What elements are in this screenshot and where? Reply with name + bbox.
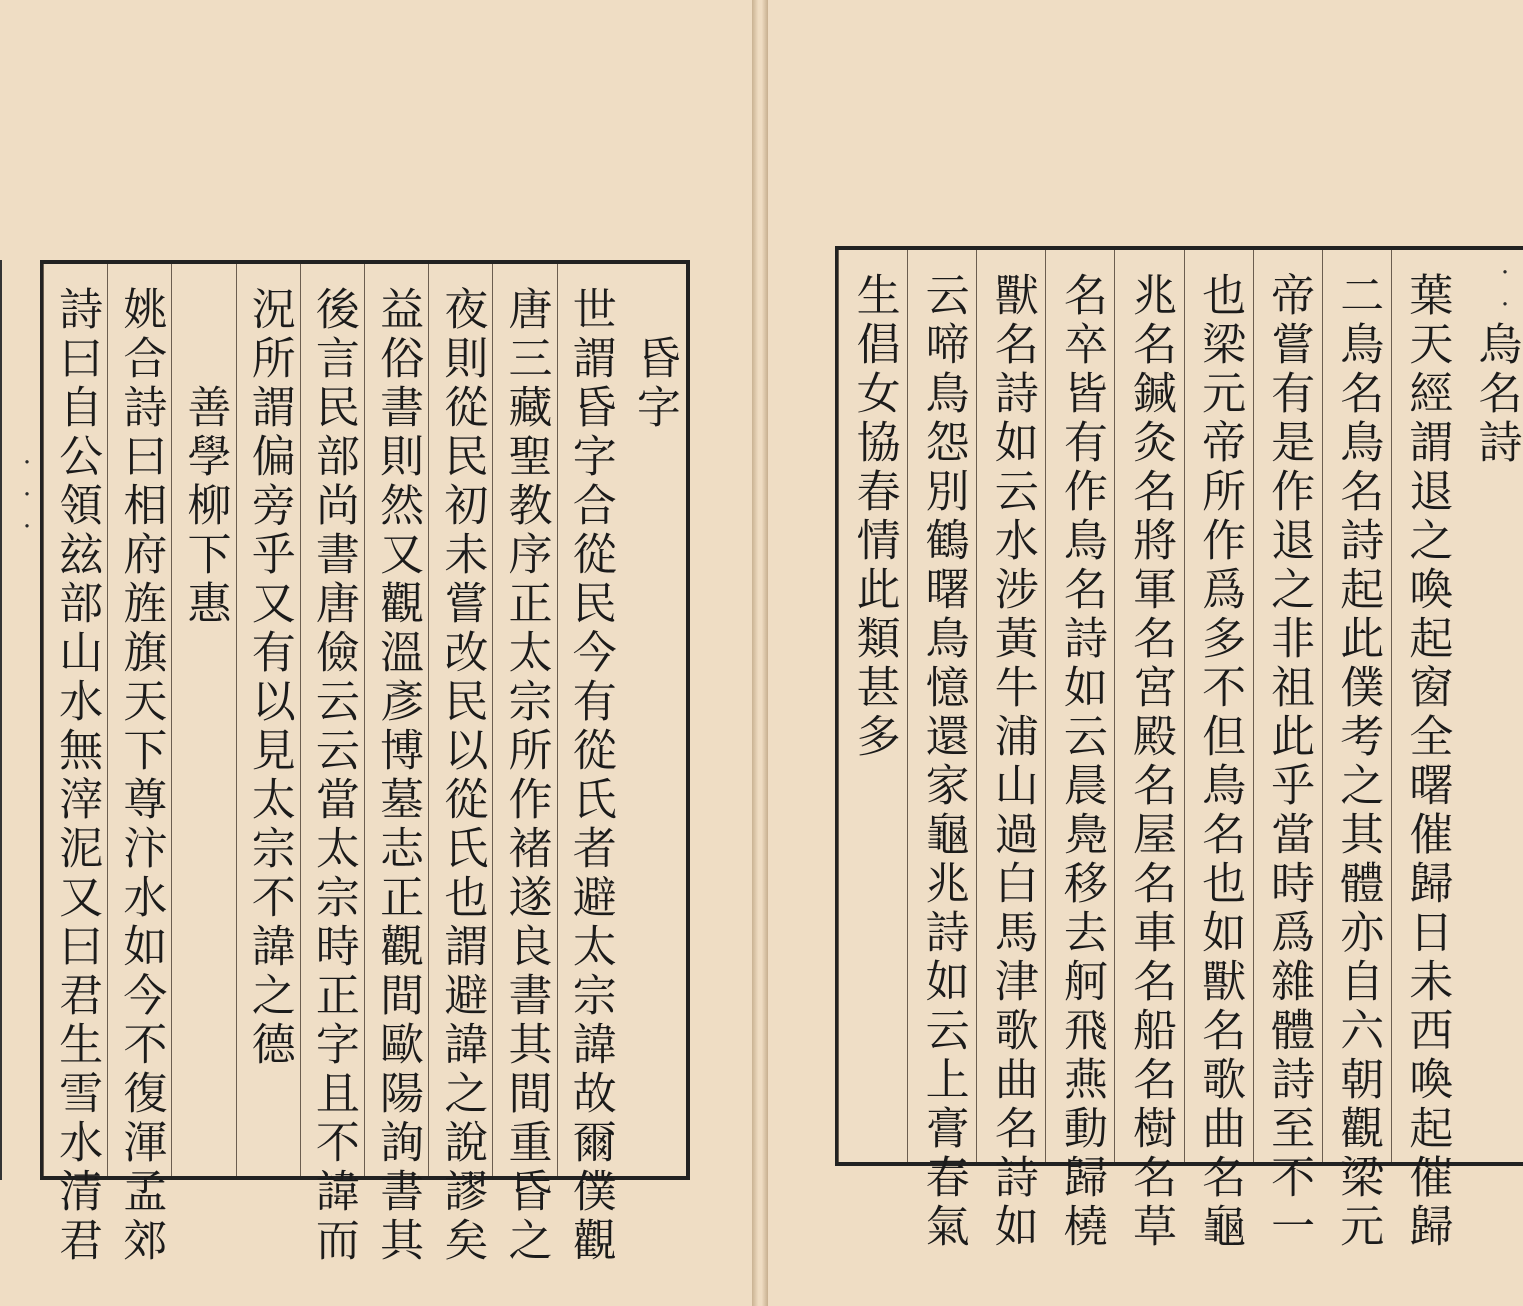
- text-column: [300, 264, 365, 1266]
- column-text: 詩曰自公領玆部山水無滓泥又曰君生雪水清君: [51, 286, 103, 1266]
- text-column: [171, 264, 236, 1176]
- text-column: [236, 264, 301, 1176]
- column-text: 帝嘗有是作退之非祖此乎當時爲雜體詩至不一: [1263, 272, 1315, 1252]
- column-text: 後言民部尚書唐儉云云當太宗時正字且不諱而: [307, 286, 359, 1266]
- text-column: [1391, 250, 1461, 1252]
- text-column: [364, 264, 429, 1266]
- column-text: 益俗書則然又觀溫彥博墓志正觀間歐陽詢書其: [372, 286, 424, 1266]
- text-column: [43, 264, 108, 1266]
- column-text: 名卒皆有作鳥名詩如云晨鳧移去舸飛燕動歸橈: [1055, 272, 1107, 1252]
- text-column: [1114, 250, 1184, 1252]
- text-column: [907, 250, 977, 1252]
- column-text: 獸名詩如云水涉黃牛浦山過白馬津歌曲名詩如: [986, 272, 1038, 1252]
- column-text: 烏名詩: [1470, 321, 1522, 468]
- column-text: 世謂昏字合從民今有從氏者避太宗諱故爾僕觀: [564, 286, 616, 1266]
- column-text: 善學柳下惠: [179, 384, 231, 629]
- column-text: 二鳥名鳥名詩起此僕考之其體亦自六朝觀梁元: [1332, 272, 1384, 1252]
- text-column: [1184, 250, 1254, 1252]
- text-column: [838, 250, 908, 1162]
- column-text: 也梁元帝所作爲多不但鳥名也如獸名歌曲名龜: [1194, 272, 1246, 1252]
- left-margin-title: ...: [12, 440, 42, 536]
- text-column: [976, 250, 1046, 1252]
- right-text-frame: [835, 246, 1523, 1252]
- column-text: 姚合詩曰相府旌旗天下尊汴水如今不復渾孟郊: [115, 286, 167, 1266]
- text-column: [428, 264, 493, 1266]
- column-text: 兆名鍼灸名將軍名宮殿名屋名車名船名樹名草: [1124, 272, 1176, 1252]
- text-column: [622, 264, 686, 1176]
- text-column: [1045, 250, 1115, 1252]
- column-text: 唐三藏聖教序正太宗所作褚遂良書其間重昏之: [500, 286, 552, 1266]
- text-column: [1253, 250, 1323, 1252]
- text-column: [557, 264, 622, 1266]
- text-column: [1322, 250, 1392, 1252]
- left-text-frame: [40, 260, 690, 1266]
- column-text: 況所謂偏旁乎又有以見太宗不諱之德: [243, 286, 295, 1070]
- left-page-edge-column: [0, 260, 14, 1180]
- text-column: [107, 264, 172, 1266]
- text-column: [492, 264, 557, 1266]
- text-column: [1461, 250, 1523, 1162]
- column-text: 葉天經謂退之喚起窗全曙催歸日未西喚起催歸: [1401, 272, 1453, 1252]
- right-margin-title: ...: [1490, 250, 1520, 346]
- column-text: 昏字: [628, 335, 680, 433]
- column-text: 生倡女協春情此類甚多: [848, 272, 900, 762]
- column-text: 云啼鳥怨別鶴曙鳥憶還家龜兆詩如云上膏春氣: [917, 272, 969, 1252]
- book-gutter: [752, 0, 768, 1306]
- column-text: 夜則從民初未嘗改民以從氏也謂避諱之說謬矣: [436, 286, 488, 1266]
